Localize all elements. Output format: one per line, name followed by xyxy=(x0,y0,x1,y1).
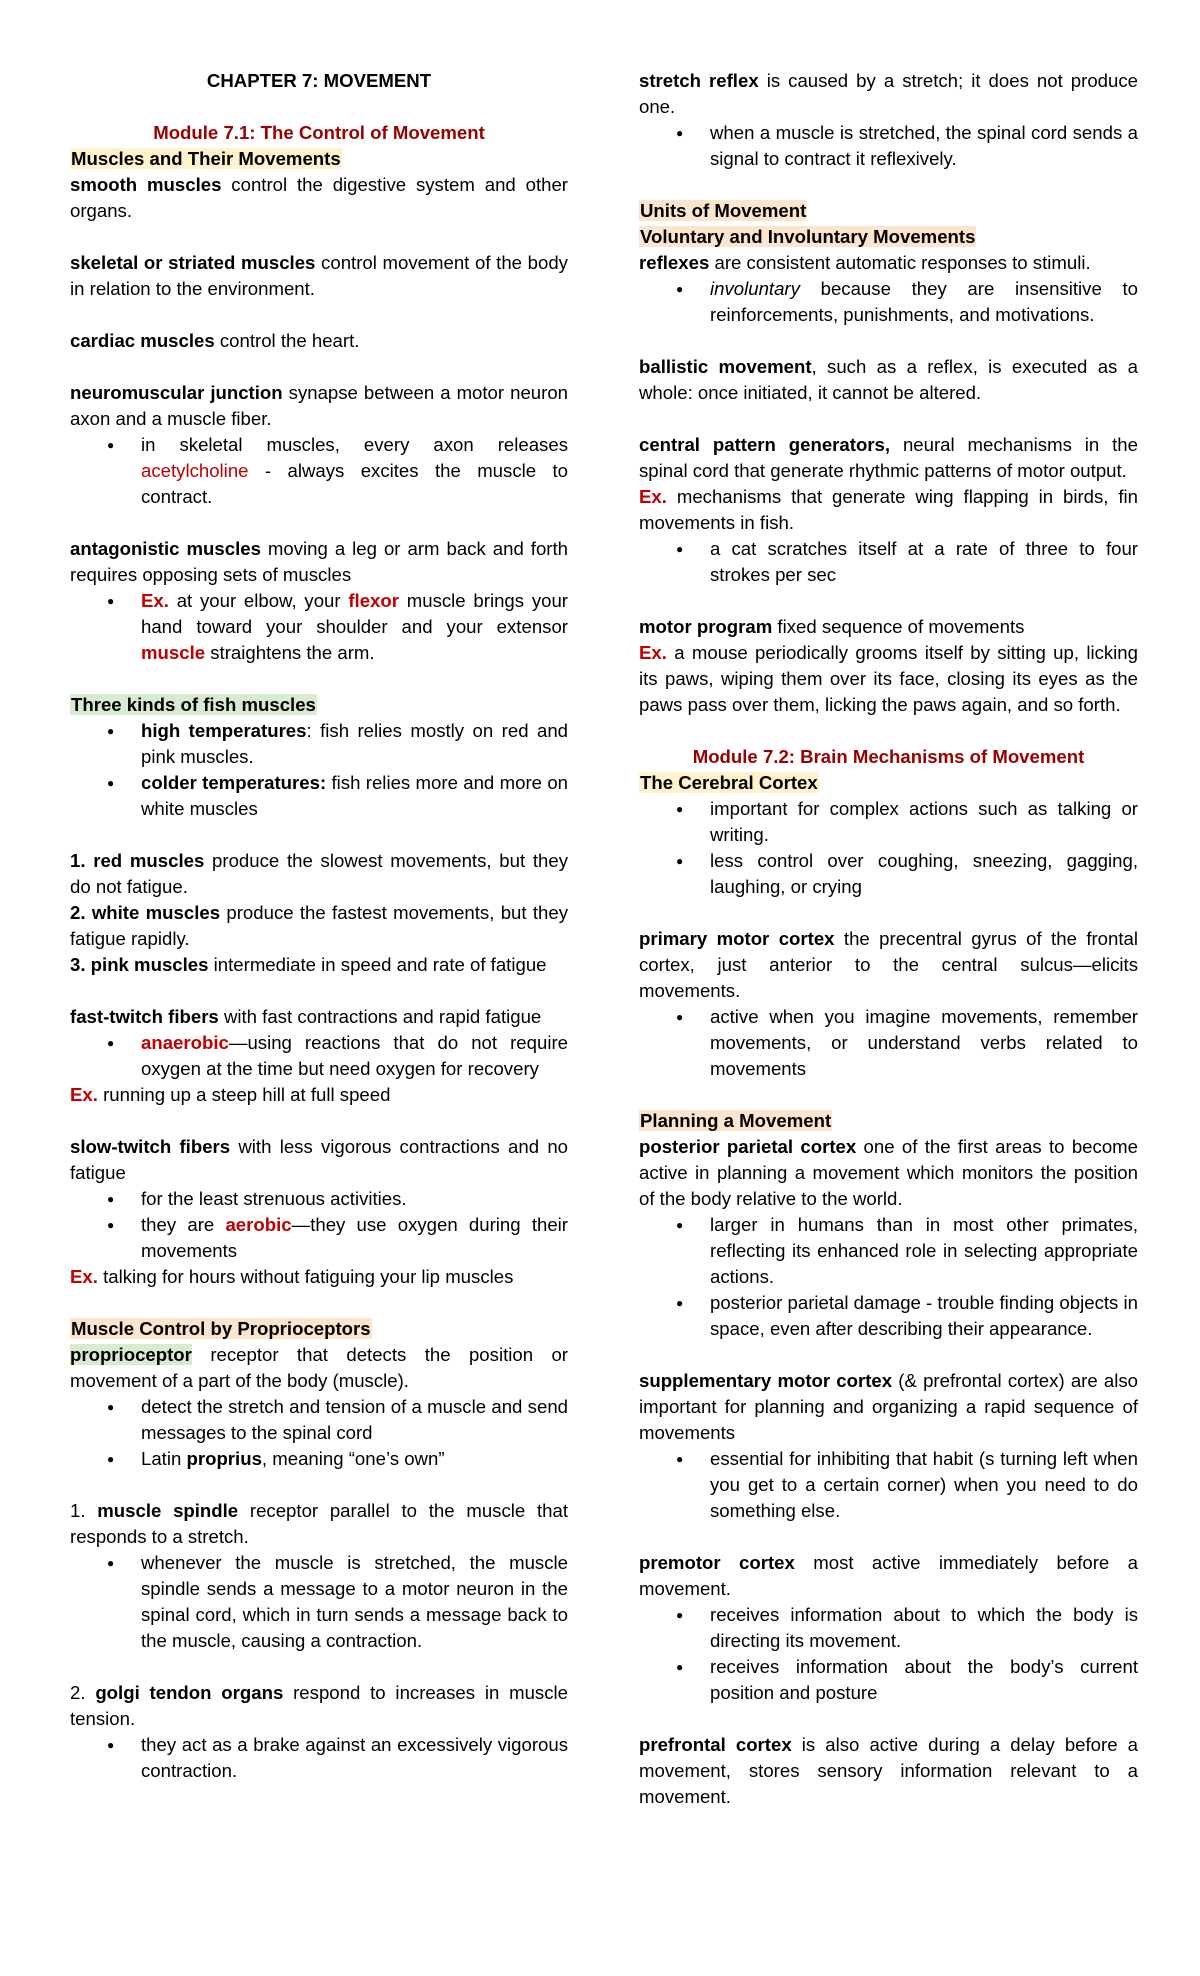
definition xyxy=(70,1680,568,1732)
definition-text: receptor parallel to the muscle that responds to a stretch. xyxy=(70,1500,568,1547)
highlight-term: aerobic xyxy=(225,1214,292,1235)
term: cardiac muscles xyxy=(70,330,215,351)
list-item xyxy=(141,588,568,666)
section-heading xyxy=(639,770,1138,796)
text: a mouse periodically grooms itself by sitting up, licking its paws, wiping them over its face, closing its eyes as the paws pass over them, licking the paws again, and so forth. xyxy=(639,642,1138,715)
example-label: Ex. xyxy=(639,642,667,663)
bullet-list xyxy=(70,1394,568,1472)
bullet-list xyxy=(70,1030,568,1082)
bullet-list xyxy=(639,120,1138,172)
term: ballistic movement xyxy=(639,356,812,377)
text: at your elbow, your xyxy=(168,590,349,611)
text: , meaning “one’s own” xyxy=(261,1448,445,1469)
list-item xyxy=(141,1212,568,1264)
section-heading xyxy=(70,692,568,718)
term: high temperatures xyxy=(141,720,307,741)
term: posterior parietal cortex xyxy=(639,1136,857,1157)
left-column xyxy=(70,68,568,1784)
definition xyxy=(639,250,1138,276)
term: premotor cortex xyxy=(639,1552,795,1573)
definition xyxy=(70,1342,568,1394)
definition-text: synapse between a motor neuron axon and a muscle fiber. xyxy=(70,382,568,429)
definition xyxy=(639,354,1138,406)
term: slow-twitch fibers xyxy=(70,1136,231,1157)
definition-text: (& prefrontal cortex) are also important for planning and organizing a rapid sequence of movements xyxy=(639,1370,1138,1443)
bullet-list xyxy=(70,588,568,666)
highlight-term: flexor xyxy=(348,590,399,611)
definition xyxy=(70,1004,568,1030)
term: neuromuscular junction xyxy=(70,382,283,403)
text: because they are insensitive to reinforcements, punishments, and motivations. xyxy=(710,278,1138,325)
section-heading-text: Muscles and Their Movements xyxy=(71,148,341,169)
bullet-list xyxy=(639,1602,1138,1706)
definition xyxy=(70,172,568,224)
module-heading: Module 7.1: The Control of Movement xyxy=(153,122,485,143)
definition-text: control the digestive system and other organs. xyxy=(70,174,568,221)
definition-text: are consistent automatic responses to stimuli. xyxy=(709,252,1091,273)
definition-text: one of the first areas to become active in planning a movement which monitors the position of the body relative to the world. xyxy=(639,1136,1138,1209)
bullet-list xyxy=(70,432,568,510)
definition xyxy=(639,1550,1138,1602)
list-item: ● a cat scratches itself at a rate of three to four strokes per sec xyxy=(710,536,1138,588)
list-item: ● receives information about to which the body is directing its movement. xyxy=(710,1602,1138,1654)
highlight-term: muscle xyxy=(141,642,206,663)
term: 3. pink muscles xyxy=(70,954,209,975)
example xyxy=(639,640,1138,718)
list-item: ● important for complex actions such as talking or writing. xyxy=(710,796,1138,848)
highlight-term: anaerobic xyxy=(141,1032,229,1053)
definition-text: with fast contractions and rapid fatigue xyxy=(218,1006,542,1027)
term: muscle spindle xyxy=(97,1500,239,1521)
text: in skeletal muscles, every axon releases xyxy=(141,434,568,455)
definition-text: fixed sequence of movements xyxy=(772,616,1025,637)
definition-text: most active immediately before a movement. xyxy=(639,1552,1138,1599)
term: golgi tendon organs xyxy=(95,1682,284,1703)
text: : fish relies mostly on red and pink muscles. xyxy=(141,720,569,767)
definition-text: with less vigorous contractions and no fatigue xyxy=(70,1136,568,1183)
bullet-list xyxy=(639,1212,1138,1342)
definition xyxy=(70,536,568,588)
definition-text: receptor that detects the position or movement of a part of the body (muscle). xyxy=(70,1344,568,1391)
definition-text: , such as a reflex, is executed as a whole: once initiated, it cannot be altered. xyxy=(639,356,1138,403)
term: reflexes xyxy=(639,252,710,273)
list-item: ● when a muscle is stretched, the spinal cord sends a signal to contract it reflexively. xyxy=(710,120,1138,172)
example-label: Ex. xyxy=(141,590,169,611)
definition xyxy=(70,250,568,302)
section-heading-text: Muscle Control by Proprioceptors xyxy=(71,1318,371,1339)
definition-text: neural mechanisms in the spinal cord that generate rhythmic patterns of motor output. xyxy=(639,434,1138,481)
term: proprius xyxy=(186,1448,262,1469)
bullet-list xyxy=(639,536,1138,588)
text: running up a steep hill at full speed xyxy=(97,1084,391,1105)
text: —they use oxygen during their movements xyxy=(141,1214,568,1261)
list-item xyxy=(141,770,568,822)
definition xyxy=(70,328,568,354)
list-item xyxy=(141,718,568,770)
term: antagonistic muscles xyxy=(70,538,261,559)
definition xyxy=(70,380,568,432)
term: supplementary motor cortex xyxy=(639,1370,893,1391)
list-item: ● for the least strenuous activities. xyxy=(141,1186,568,1212)
list-item: ● posterior parietal damage - trouble finding objects in space, even after describing their appearance. xyxy=(710,1290,1138,1342)
bullet-list xyxy=(70,718,568,822)
right-column xyxy=(639,68,1138,1810)
bullet-list xyxy=(70,1186,568,1264)
term: 1. red muscles xyxy=(70,850,205,871)
list-item: ● they act as a brake against an excessively vigorous contraction. xyxy=(141,1732,568,1784)
definition xyxy=(70,1498,568,1550)
term: 2. white muscles xyxy=(70,902,221,923)
section-heading xyxy=(639,224,1138,250)
term: prefrontal cortex xyxy=(639,1734,792,1755)
definition-text: is caused by a stretch; it does not produce one. xyxy=(639,70,1138,117)
bullet-list xyxy=(70,1550,568,1654)
definition xyxy=(639,1368,1138,1446)
section-heading-text: Voluntary and Involuntary Movements xyxy=(640,226,976,247)
definition xyxy=(639,614,1138,640)
bullet-list xyxy=(639,276,1138,328)
list-item xyxy=(141,1030,568,1082)
italic-term: involuntary xyxy=(710,278,800,299)
definition-text: moving a leg or arm back and forth requires opposing sets of muscles xyxy=(70,538,568,585)
text: mechanisms that generate wing flapping in birds, fin movements in fish. xyxy=(639,486,1138,533)
definition xyxy=(639,1732,1138,1810)
bullet-list xyxy=(639,796,1138,900)
definition xyxy=(639,68,1138,120)
section-heading xyxy=(70,146,568,172)
definition xyxy=(70,900,568,952)
bullet-list xyxy=(70,1732,568,1784)
highlight-term: acetylcholine xyxy=(141,460,249,481)
list-item: ● detect the stretch and tension of a muscle and send messages to the spinal cord xyxy=(141,1394,568,1446)
text: muscle brings your hand toward your shoulder and your extensor xyxy=(141,590,568,637)
definition-text: produce the slowest movements, but they do not fatigue. xyxy=(70,850,568,897)
list-item xyxy=(141,1446,568,1472)
section-heading xyxy=(70,1316,568,1342)
definition xyxy=(70,848,568,900)
list-item: ● less control over coughing, sneezing, gagging, laughing, or crying xyxy=(710,848,1138,900)
definition-text: control the heart. xyxy=(214,330,360,351)
definition xyxy=(639,432,1138,484)
bullet-list xyxy=(639,1446,1138,1524)
text: Latin xyxy=(141,1448,187,1469)
definition-text: intermediate in speed and rate of fatigue xyxy=(208,954,547,975)
term: primary motor cortex xyxy=(639,928,835,949)
module-heading: Module 7.2: Brain Mechanisms of Movement xyxy=(692,746,1085,767)
definition-text: produce the fastest movements, but they fatigue rapidly. xyxy=(70,902,569,949)
example xyxy=(639,484,1138,536)
section-heading-text: Planning a Movement xyxy=(640,1110,832,1131)
text: talking for hours without fatiguing your lip muscles xyxy=(97,1266,514,1287)
definition-text: the precentral gyrus of the frontal cortex, just anterior to the central sulcus—elicits movements. xyxy=(639,928,1138,1001)
section-heading-text: The Cerebral Cortex xyxy=(640,772,818,793)
definition-text: control movement of the body in relation to the environment. xyxy=(70,252,568,299)
list-item xyxy=(710,276,1138,328)
term: fast-twitch fibers xyxy=(70,1006,219,1027)
list-item: ● active when you imagine movements, remember movements, or understand verbs related to movements xyxy=(710,1004,1138,1082)
term: smooth muscles xyxy=(70,174,222,195)
section-heading-text: Three kinds of fish muscles xyxy=(71,694,316,715)
definition xyxy=(639,926,1138,1004)
definition xyxy=(70,952,568,978)
term: central pattern generators, xyxy=(639,434,891,455)
section-heading xyxy=(639,198,1138,224)
chapter-title: CHAPTER 7: MOVEMENT xyxy=(206,70,432,91)
text: —using reactions that do not require oxygen at the time but need oxygen for recovery xyxy=(141,1032,568,1079)
text: - always excites the muscle to contract. xyxy=(141,460,568,507)
term: skeletal or striated muscles xyxy=(70,252,316,273)
definition xyxy=(639,1134,1138,1212)
example-label: Ex. xyxy=(70,1266,98,1287)
text: fish relies more and more on white muscles xyxy=(141,772,569,819)
example-label: Ex. xyxy=(70,1084,98,1105)
example-label: Ex. xyxy=(639,486,667,507)
text: straightens the arm. xyxy=(205,642,375,663)
example xyxy=(70,1082,568,1108)
term: stretch reflex xyxy=(639,70,759,91)
list-item: ● larger in humans than in most other primates, reflecting its enhanced role in selecting appropriate actions. xyxy=(710,1212,1138,1290)
term: proprioceptor xyxy=(70,1344,192,1365)
bullet-list xyxy=(639,1004,1138,1082)
definition-text: is also active during a delay before a movement, stores sensory information relevant to a movement. xyxy=(639,1734,1138,1807)
list-item xyxy=(141,432,568,510)
list-item: ● essential for inhibiting that habit (s turning left when you get to a certain corner) when you need to do something else. xyxy=(710,1446,1138,1524)
definition xyxy=(70,1134,568,1186)
text: they are xyxy=(141,1214,226,1235)
example xyxy=(70,1264,568,1290)
section-heading xyxy=(639,1108,1138,1134)
term: motor program xyxy=(639,616,773,637)
term: colder temperatures: xyxy=(141,772,327,793)
list-item: ● receives information about the body’s current position and posture xyxy=(710,1654,1138,1706)
list-item: ● whenever the muscle is stretched, the muscle spindle sends a message to a motor neuron in the spinal cord, which in turn sends a message back to the muscle, causing a contraction. xyxy=(141,1550,568,1654)
section-heading-text: Units of Movement xyxy=(640,200,807,221)
number: 1. xyxy=(70,1500,98,1521)
definition-text: respond to increases in muscle tension. xyxy=(70,1682,568,1729)
number: 2. xyxy=(70,1682,96,1703)
